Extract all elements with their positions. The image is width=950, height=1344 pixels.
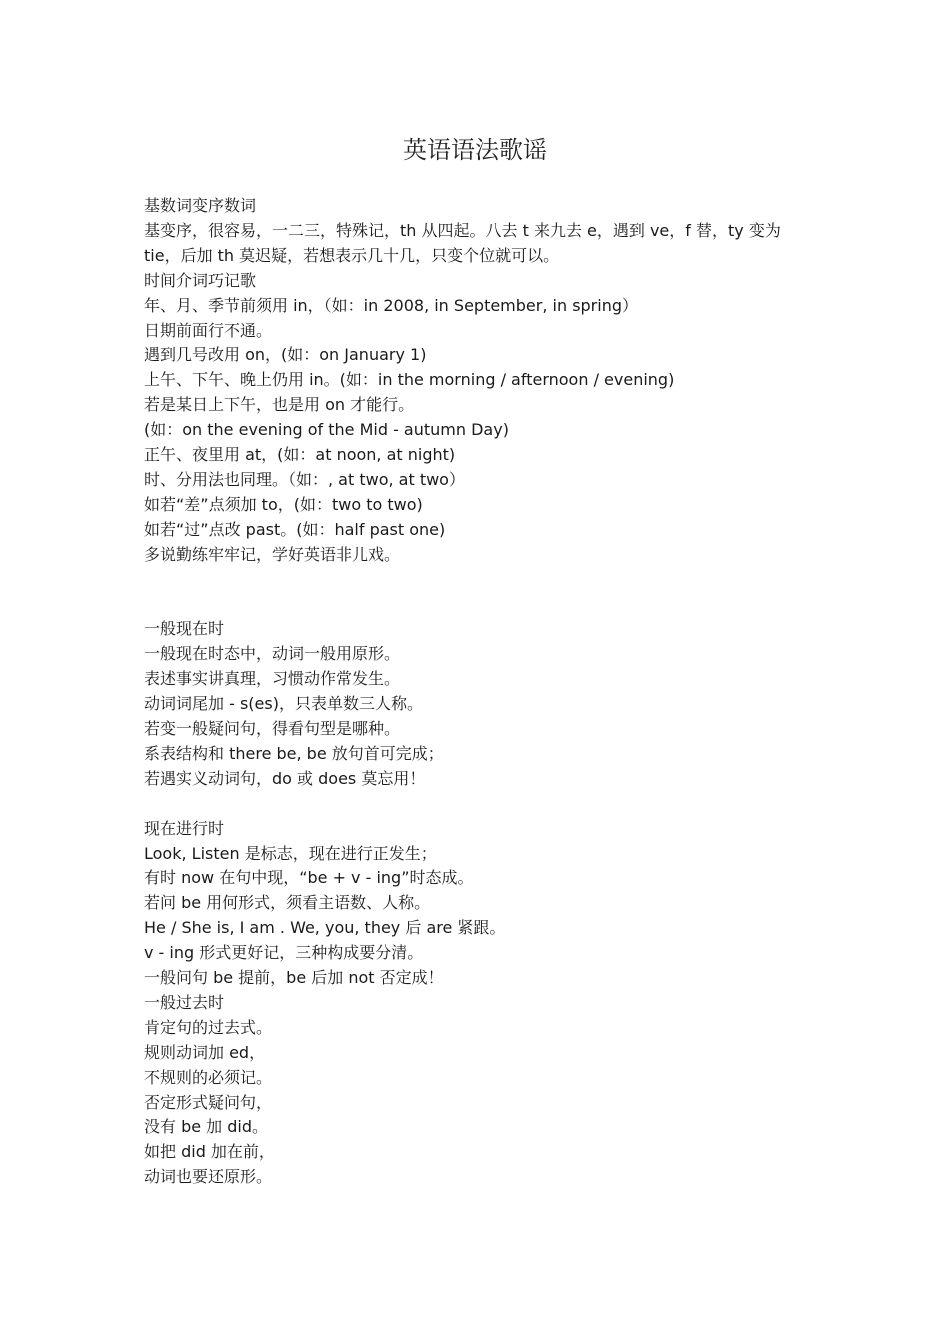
text-line: 一般过去时: [144, 992, 225, 1012]
text-line: 若是某日上下午，也是用 on 才能行。: [144, 395, 415, 415]
page-title: 英语语法歌谣: [403, 136, 547, 164]
blank-line: [144, 792, 804, 817]
text-line: (如：on the evening of the Mid - autumn Day): [144, 420, 509, 440]
text-line: 上午、下午、晚上仍用 in。(如：in the morning / afternoon / evening): [144, 370, 675, 390]
blank-line: [144, 592, 804, 617]
text-line: 时间介词巧记歌: [144, 270, 257, 290]
text-line: 一般现在时: [144, 619, 225, 639]
text-line: tie，后加 th 莫迟疑，若想表示几十几，只变个位就可以。: [144, 245, 560, 265]
document-body: [144, 194, 804, 1190]
text-line: 有时 now 在句中现，“be + v - ing”时态成。: [144, 868, 474, 888]
text-line: He / She is, I am . We, you, they 后 are 紧跟。: [144, 918, 506, 938]
text-line: 动词也要还原形。: [144, 1167, 273, 1187]
blank-line: [144, 568, 804, 593]
text-line: 如若“差”点须加 to，(如：two to two): [144, 494, 423, 514]
text-line: 时、分用法也同理。（如：, at two, at two）: [144, 469, 465, 489]
text-line: 基数词变序数词: [144, 196, 257, 215]
text-line: 动词词尾加 - s(es)，只表单数三人称。: [144, 694, 423, 714]
text-line: 肯定句的过去式。: [144, 1017, 273, 1037]
text-line: 若问 be 用何形式，须看主语数、人称。: [144, 893, 431, 913]
text-line: 不规则的必须记。: [144, 1067, 273, 1087]
text-line: 如把 did 加在前，: [144, 1142, 275, 1162]
text-line: 多说勤练牢牢记，学好英语非儿戏。: [144, 544, 401, 564]
text-line: 日期前面行不通。: [144, 320, 273, 340]
text-line: v - ing 形式更好记，三种构成要分清。: [144, 943, 424, 963]
text-line: Look, Listen 是标志，现在进行正发生；: [144, 843, 437, 863]
text-line: 否定形式疑问句，: [144, 1092, 273, 1112]
text-line: 若遇实义动词句，do 或 does 莫忘用！: [144, 768, 426, 788]
text-line: 年、月、季节前须用 in，（如：in 2008, in September, in spring）: [144, 295, 639, 315]
text-line: 没有 be 加 did。: [144, 1117, 269, 1137]
text-line: 如若“过”点改 past。(如：half past one): [144, 519, 446, 539]
text-line: 一般现在时态中，动词一般用原形。: [144, 644, 401, 664]
text-line: 规则动词加 ed，: [144, 1042, 266, 1062]
text-line: 遇到几号改用 on，(如：on January 1): [144, 345, 427, 365]
text-line: 若变一般疑问句，得看句型是哪种。: [144, 719, 401, 738]
text-line: 现在进行时: [144, 818, 225, 838]
text-line: 系表结构和 there be, be 放句首可完成；: [144, 743, 444, 763]
text-line: 一般问句 be 提前，be 后加 not 否定成！: [144, 968, 444, 988]
text-line: 正午、夜里用 at，(如：at noon, at night): [144, 445, 456, 465]
text-line: 基变序，很容易，一二三，特殊记，th 从四起。八去 t 来九去 e，遇到 ve，f 替，ty 变为: [144, 220, 781, 240]
text-line: 表述事实讲真理，习惯动作常发生。: [144, 669, 401, 689]
